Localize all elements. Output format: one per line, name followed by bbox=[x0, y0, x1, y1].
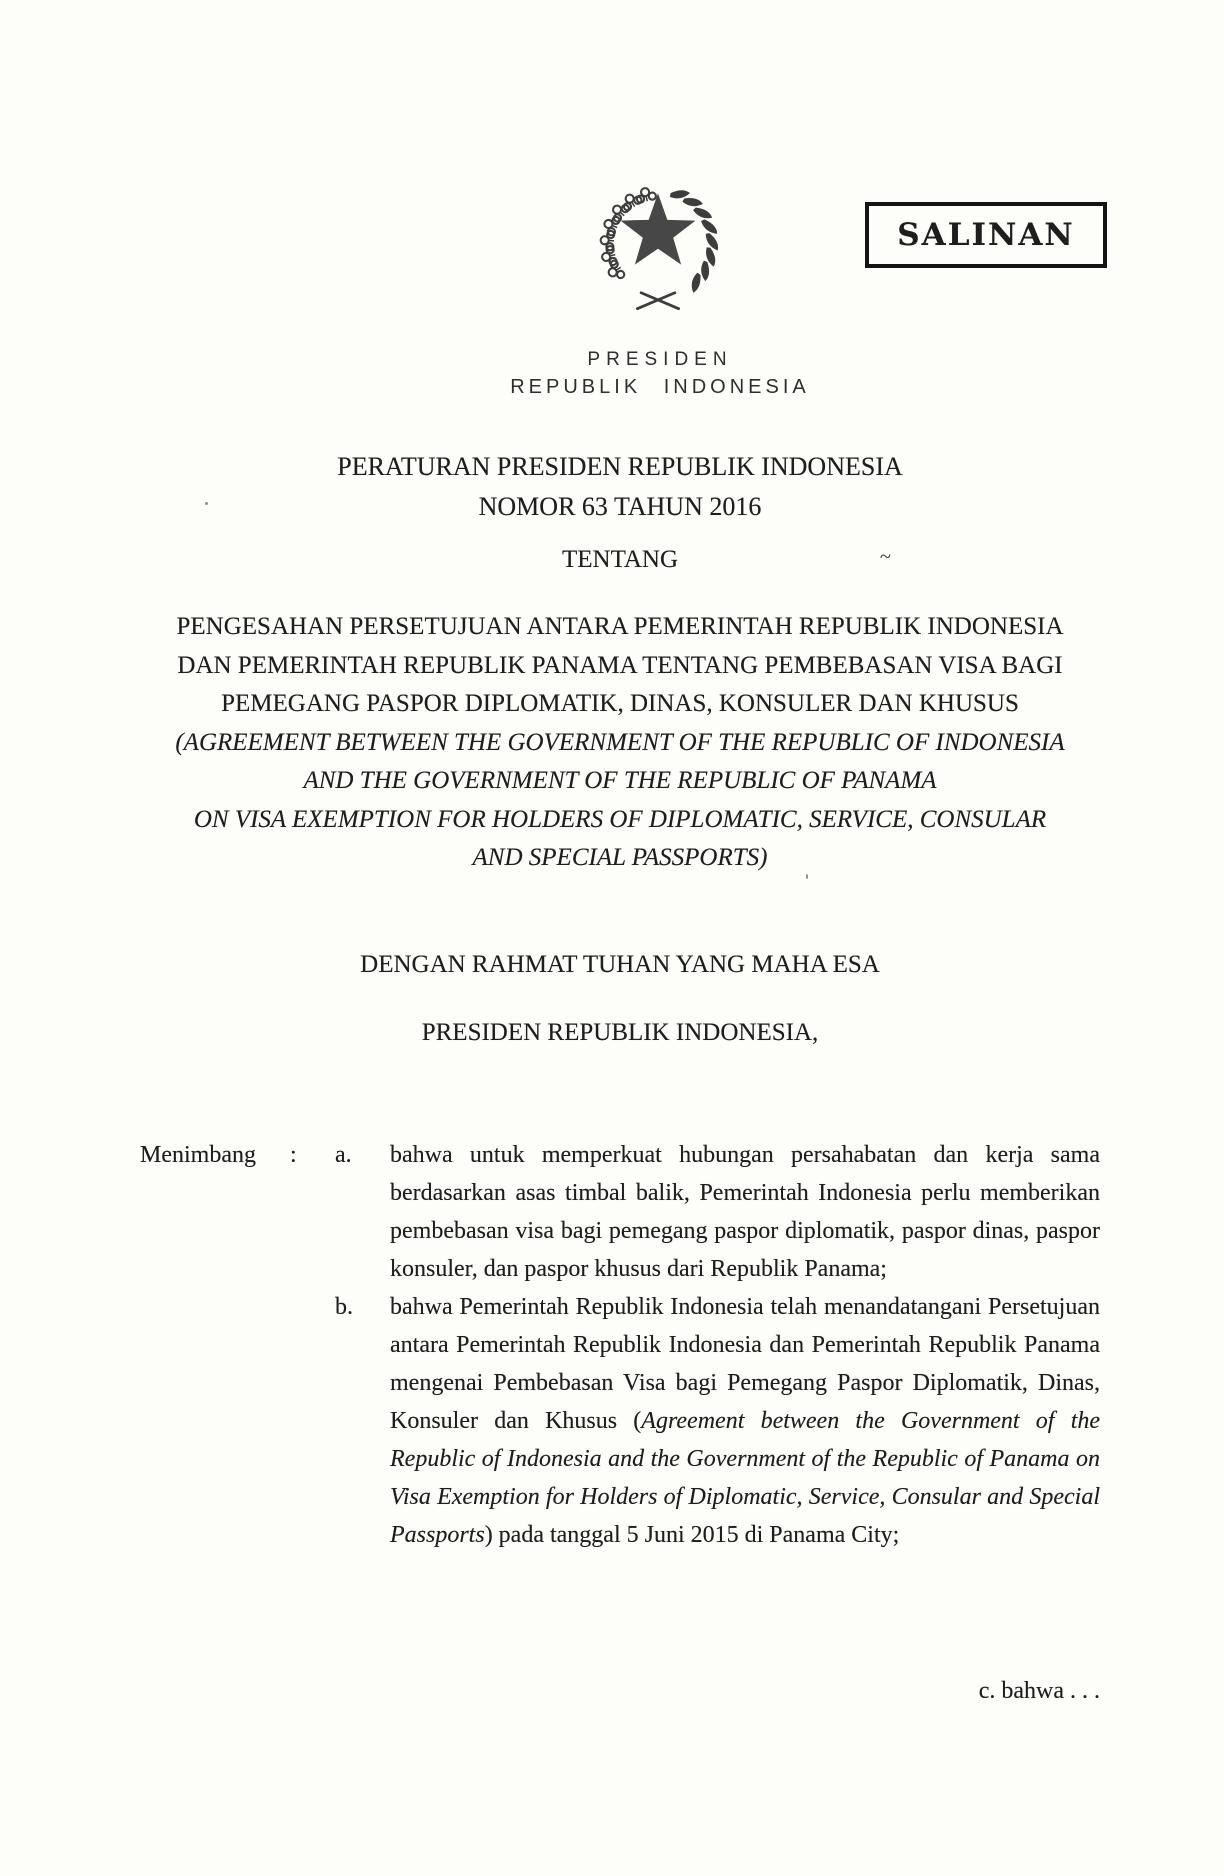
invocation: DENGAN RAHMAT TUHAN YANG MAHA ESA bbox=[360, 951, 880, 978]
considerations-colon: : bbox=[290, 1142, 297, 1168]
scan-speck bbox=[205, 502, 208, 505]
considerations-label: Menimbang bbox=[140, 1142, 256, 1168]
item-text bbox=[390, 1288, 1100, 1554]
letterhead-line-2: REPUBLIK INDONESIA bbox=[510, 376, 810, 398]
scan-mark: ~ bbox=[880, 546, 891, 568]
subject-block bbox=[140, 608, 1100, 878]
salinan-stamp-label: SALINAN bbox=[897, 217, 1075, 253]
subject-line-italic: AND SPECIAL PASSPORTS) bbox=[472, 844, 768, 871]
item-text-segment-italic: Agreement between the Government of the Republic of Indonesia and the Government of the Republic of Panama on Visa Exemption for Holders of Diplomatic, Service, Consular and Special Passports bbox=[390, 1408, 1101, 1548]
subject-line-italic: (AGREEMENT BETWEEN THE GOVERNMENT OF THE REPUBLIC OF INDONESIA bbox=[175, 728, 1065, 756]
scan-speck bbox=[806, 874, 808, 879]
item-text-segment: bahwa Pemerintah Republik Indonesia telah menandatangani Persetujuan antara Pemerintah Republik Indonesia dan Pemerintah Republik Panama mengenai Pembebasan Visa bagi Pemegang Paspor Diplomatik, Dinas, Konsuler dan Khusus ( bbox=[390, 1294, 1100, 1434]
item-text-segment: bahwa untuk memperkuat hubungan persahabatan dan kerja sama berdasarkan asas timbal balik, Pemerintah Indonesia perlu memberikan pembebasan visa bagi pemegang paspor diplomatik, paspor dinas, paspor konsuler, dan paspor khusus dari Republik Panama; bbox=[390, 1142, 1100, 1282]
authority-line: PRESIDEN REPUBLIK INDONESIA, bbox=[421, 1019, 819, 1046]
letterhead bbox=[510, 349, 810, 399]
item-text bbox=[390, 1136, 1100, 1288]
consideration-item-a bbox=[335, 1136, 1100, 1288]
consideration-item-b bbox=[335, 1288, 1100, 1554]
tentang-label: TENTANG bbox=[561, 546, 679, 573]
considerations-section bbox=[140, 1136, 1100, 1554]
item-text-segment: ) pada tanggal 5 Juni 2015 di Panama City; bbox=[484, 1522, 900, 1548]
considerations-items bbox=[335, 1136, 1100, 1554]
letterhead-line-1: PRESIDEN bbox=[587, 349, 733, 370]
subject-line: PEMEGANG PASPOR DIPLOMATIK, DINAS, KONSULER DAN KHUSUS bbox=[221, 690, 1019, 717]
presidential-emblem-icon bbox=[583, 168, 733, 320]
salinan-stamp bbox=[865, 202, 1107, 268]
regulation-number: NOMOR 63 TAHUN 2016 bbox=[478, 492, 762, 521]
subject-line-italic: AND THE GOVERNMENT OF THE REPUBLIC OF PANAMA bbox=[303, 767, 937, 794]
regulation-title: PERATURAN PRESIDEN REPUBLIK INDONESIA bbox=[337, 452, 903, 481]
item-marker: b. bbox=[335, 1294, 353, 1320]
star-icon bbox=[621, 193, 696, 264]
regulation-title-block bbox=[140, 447, 1100, 527]
subject-line: PENGESAHAN PERSETUJUAN ANTARA PEMERINTAH REPUBLIK INDONESIA bbox=[176, 613, 1064, 640]
catchword: c. bahwa . . . bbox=[978, 1678, 1100, 1704]
subject-line-italic: ON VISA EXEMPTION FOR HOLDERS OF DIPLOMATIC, SERVICE, CONSULAR bbox=[193, 805, 1047, 833]
subject-line: DAN PEMERINTAH REPUBLIK PANAMA TENTANG PEMBEBASAN VISA BAGI bbox=[177, 651, 1063, 679]
item-marker: a. bbox=[335, 1142, 352, 1168]
